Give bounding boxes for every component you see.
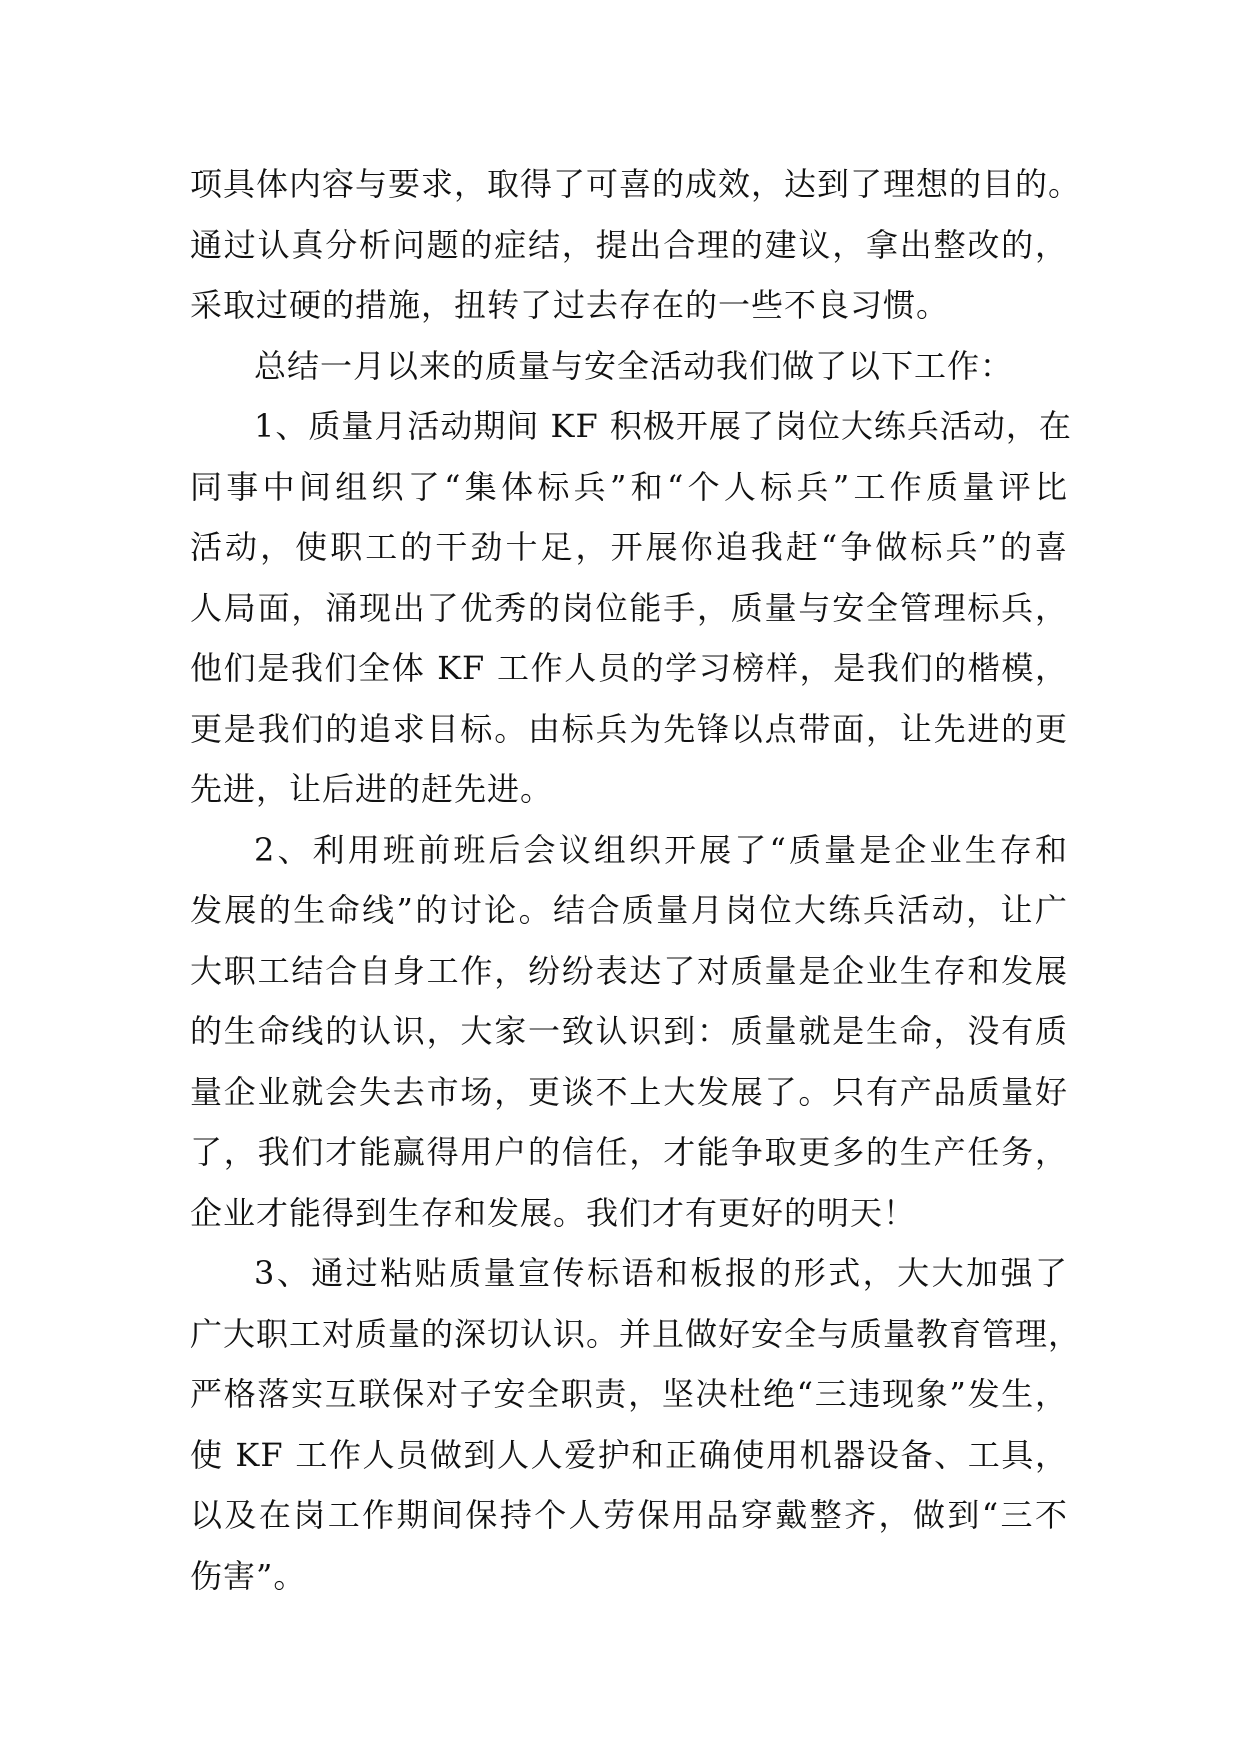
- paragraph-item-2: [190, 820, 1068, 1244]
- text-line: 1、质量月活动期间 KF 积极开展了岗位大练兵活动，在: [254, 407, 1072, 445]
- text-line: 总结一月以来的质量与安全活动我们做了以下工作：: [254, 346, 1014, 385]
- paragraph-item-3: [190, 1243, 1082, 1606]
- text-line: 广大职工对质量的深切认识。并且做好安全与质量教育管理，: [190, 1314, 1082, 1353]
- paragraph-summary-lead: [190, 336, 1068, 397]
- text-line: 更是我们的追求目标。由标兵为先锋以点带面，让先进的更: [190, 709, 1068, 748]
- text-line: 同事中间组织了“集体标兵”和“个人标兵”工作质量评比: [190, 467, 1068, 506]
- text-line: 量企业就会失去市场，更谈不上大发展了。只有产品质量好: [190, 1072, 1068, 1111]
- text-line: 通过认真分析问题的症结，提出合理的建议，拿出整改的，: [190, 225, 1068, 264]
- text-line: 项具体内容与要求，取得了可喜的成效，达到了理想的目的。: [190, 165, 1082, 203]
- paragraph-item-1: [190, 396, 1072, 820]
- text-line: 使 KF 工作人员做到人人爱护和正确使用机器设备、工具，: [190, 1435, 1068, 1474]
- text-line: 人局面，涌现出了优秀的岗位能手，质量与安全管理标兵，: [190, 588, 1068, 627]
- text-line: 2、利用班前班后会议组织开展了“质量是企业生存和: [254, 830, 1068, 869]
- text-line: 3、通过粘贴质量宣传标语和板报的形式，大大加强了: [254, 1254, 1068, 1292]
- text-line: 伤害”。: [190, 1556, 307, 1595]
- text-line: 采取过硬的措施，扭转了过去存在的一些不良习惯。: [190, 286, 950, 324]
- text-line: 他们是我们全体 KF 工作人员的学习榜样，是我们的楷模，: [190, 649, 1068, 687]
- text-line: 的生命线的认识，大家一致认识到：质量就是生命，没有质: [190, 1012, 1068, 1050]
- text-line: 以及在岗工作期间保持个人劳保用品穿戴整齐，做到“三不: [190, 1496, 1068, 1534]
- text-line: 严格落实互联保对子安全职责，坚决杜绝“三违现象”发生，: [190, 1375, 1068, 1413]
- text-line: 企业才能得到生存和发展。我们才有更好的明天！: [190, 1193, 917, 1232]
- text-line: 先进，让后进的赶先进。: [190, 770, 554, 808]
- document-body: [190, 154, 1082, 1606]
- text-line: 活动，使职工的干劲十足，开展你追我赶“争做标兵”的喜: [190, 528, 1068, 566]
- text-line: 发展的生命线”的讨论。结合质量月岗位大练兵活动，让广: [190, 891, 1068, 929]
- text-line: 了，我们才能赢得用户的信任，才能争取更多的生产任务，: [190, 1133, 1068, 1171]
- text-line: 大职工结合自身工作，纷纷表达了对质量是企业生存和发展: [190, 951, 1068, 990]
- paragraph-intro-continued: [190, 154, 1082, 336]
